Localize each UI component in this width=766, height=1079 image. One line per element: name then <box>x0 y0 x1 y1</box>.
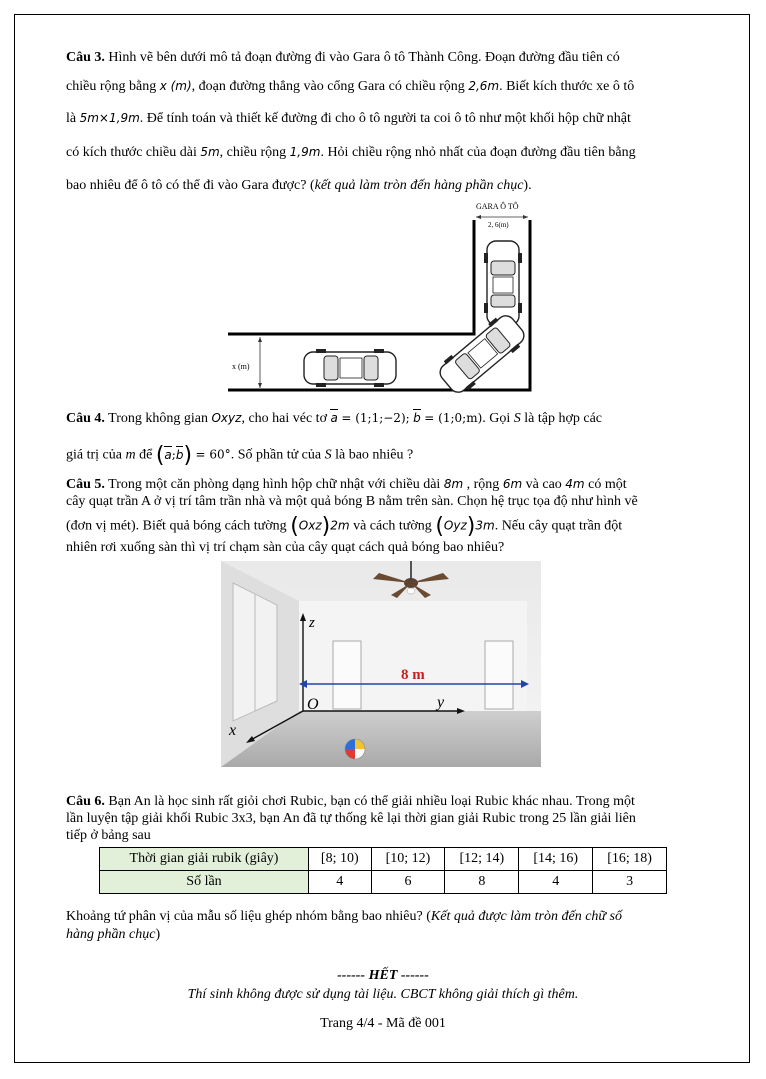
q6-line2: lần luyện tập giải khối Rubic 3x3, bạn An đã tự thống kê lại thời gian giải Rubic trong 25 lần giải liên <box>66 811 636 826</box>
door-right <box>485 641 513 709</box>
table-cell: 6 <box>371 871 445 894</box>
axis-z-label: z <box>309 615 315 631</box>
vector-b: b <box>413 411 421 425</box>
table-cell: [14; 16) <box>519 848 593 871</box>
table-row <box>100 848 667 871</box>
table-cell: 4 <box>309 871 372 894</box>
q3-line1: Câu 3. Hình vẽ bên dưới mô tả đoạn đường đi vào Gara ô tô Thành Công. Đoạn đường đầu tiên có <box>66 50 620 65</box>
footer-note: Thí sinh không được sử dụng tài liệu. CBCT không giải thích gì thêm. <box>187 987 579 1002</box>
q3-line2: chiều rộng bằng x (m), đoạn đường thẳng vào cổng Gara có chiều rộng 2,6m. Biết kích thước xe ô tô <box>66 79 635 94</box>
door-left <box>333 641 361 709</box>
x-label: x (m) <box>232 362 250 371</box>
axis-y-label: y <box>437 694 445 711</box>
q6-line3: tiếp ở bảng sau <box>66 828 151 843</box>
table-cell: 4 <box>519 871 593 894</box>
q4-label: Câu 4. <box>66 411 105 426</box>
car-turning <box>435 310 530 398</box>
axis-x-label: x <box>229 722 237 739</box>
q5-line4: nhiên rơi xuống sàn thì vị trí chạm sàn của cây quạt cách quả bóng bao nhiêu? <box>66 540 505 555</box>
car-on-road <box>304 349 396 387</box>
axis-o-label: O <box>307 696 319 713</box>
page-number: Trang 4/4 - Mã đề 001 <box>320 1016 446 1031</box>
q5-line2: cây quạt trần A ở vị trí tâm trần nhà và một quả bóng B nằm trên sàn. Chọn hệ trục tọa độ như hình vẽ <box>66 494 638 509</box>
q3-label: Câu 3. <box>66 50 105 65</box>
q5-line1: Câu 5. Trong một căn phòng dạng hình hộp chữ nhật với chiều dài 8m , rộng 6m và cao 4m có một <box>66 477 627 492</box>
garage-diagram <box>220 198 540 398</box>
garage-label: GARA Ô TÔ <box>476 202 519 211</box>
room-illustration <box>221 561 541 767</box>
table-cell: [10; 12) <box>371 848 445 871</box>
q6-label: Câu 6. <box>66 794 105 809</box>
q4-line2: giá trị của m để (a;b) = 60°. Số phần tử của S là bao nhiêu ? <box>66 443 414 468</box>
q3-line3: là 5m×1,9m. Để tính toán và thiết kế đường đi cho ô tô người ta coi ô tô như một khối hộp chữ nhật <box>66 111 631 126</box>
rubik-frequency-table <box>99 847 667 894</box>
vector-a: a <box>330 411 338 425</box>
table-header-count: Số lần <box>100 871 309 894</box>
q6-line1: Câu 6. Bạn An là học sinh rất giỏi chơi Rubic, bạn có thể giải nhiều loại Rubic khác nhau. Trong một <box>66 794 635 809</box>
road-inner-wall <box>228 220 474 334</box>
q5-label: Câu 5. <box>66 477 105 492</box>
q3-line5: bao nhiêu để ô tô có thể đi vào Gara được? (kết quả làm tròn đến hàng phần chục). <box>66 178 532 193</box>
ball <box>345 739 365 759</box>
garage-width-label: 2, 6(m) <box>488 221 509 229</box>
table-cell: 8 <box>445 871 519 894</box>
q6-after-line1: Khoảng tứ phân vị của mẫu số liệu ghép nhóm bằng bao nhiêu? (Kết quả được làm tròn đến chữ số <box>66 909 623 924</box>
table-cell: [8; 10) <box>309 848 372 871</box>
table-cell: 3 <box>593 871 667 894</box>
q6-after-line2: hàng phần chục) <box>66 927 161 942</box>
table-header-time: Thời gian giải rubik (giây) <box>100 848 309 871</box>
length-label: 8 m <box>401 667 425 683</box>
q5-line3: (đơn vị mét). Biết quả bóng cách tường (Oxz)2m và cách tường (Oyz)3m. Nếu cây quạt trần đột <box>66 514 623 539</box>
table-row <box>100 871 667 894</box>
car-in-garage <box>484 241 522 325</box>
q4-line1: Câu 4. Trong không gian Oxyz, cho hai véc tơ a = (1;1;−2); b = (1;0;m). Gọi S là tập hợp các <box>66 411 603 426</box>
q3-line4: có kích thước chiều dài 5m, chiều rộng 1,9m. Hỏi chiều rộng nhỏ nhất của đoạn đường đầu tiên bằng <box>66 145 636 160</box>
end-marker: ------ HẾT ------ <box>337 968 429 983</box>
table-cell: [16; 18) <box>593 848 667 871</box>
table-cell: [12; 14) <box>445 848 519 871</box>
